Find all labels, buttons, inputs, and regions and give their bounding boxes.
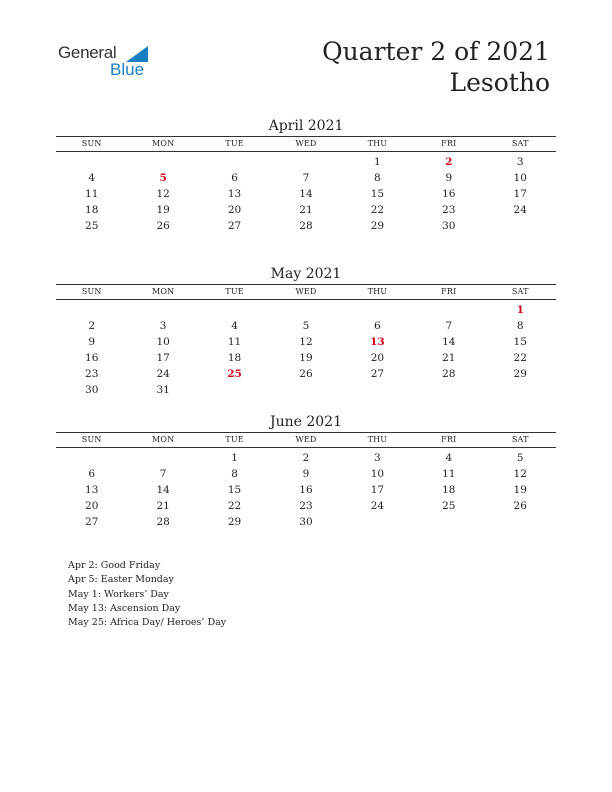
date-cell: 27 [85, 516, 99, 528]
date-cell: 19 [513, 484, 527, 496]
holiday-note: Apr 2: Good Friday [68, 560, 161, 571]
date-cell: 4 [88, 172, 96, 184]
country-title: Lesotho [449, 68, 550, 97]
holiday-date-cell: 25 [227, 368, 242, 380]
date-cell: 17 [370, 484, 385, 496]
weekday-header [56, 433, 556, 447]
week-row [56, 202, 556, 218]
date-cell: 25 [85, 220, 99, 232]
weekday-label: TUE [225, 287, 244, 296]
weekday-divider [56, 299, 556, 300]
weekday-label: SAT [511, 139, 529, 148]
date-cell: 6 [231, 172, 238, 184]
date-cell: 9 [88, 336, 96, 348]
date-cell [413, 514, 484, 530]
date-cell [56, 302, 127, 318]
date-cell: 11 [442, 468, 456, 480]
date-cell [485, 382, 556, 398]
week-row [56, 498, 556, 514]
weekday-label: MON [151, 139, 175, 148]
date-cell: 22 [513, 352, 527, 364]
date-cell: 10 [370, 468, 385, 480]
month-title: June 2021 [269, 414, 342, 430]
date-cell [199, 302, 270, 318]
week-row [56, 450, 556, 466]
weekday-divider [56, 151, 556, 152]
date-cell [270, 302, 341, 318]
weekday-label: FRI [441, 139, 457, 148]
date-cell: 23 [299, 500, 313, 512]
holiday-date-cell: 2 [445, 156, 453, 168]
date-cell: 18 [85, 204, 99, 216]
week-row [56, 302, 556, 318]
weekday-label: SAT [511, 435, 529, 444]
date-cell: 16 [299, 484, 313, 496]
weekday-label: MON [151, 287, 175, 296]
week-row [56, 186, 556, 202]
date-cell: 11 [85, 188, 99, 200]
date-cell: 28 [156, 516, 170, 528]
date-cell: 26 [299, 368, 313, 380]
date-cell: 31 [156, 384, 170, 396]
weekday-header [56, 285, 556, 299]
date-cell: 24 [513, 204, 527, 216]
holiday-list [68, 559, 226, 630]
weekday-label: WED [295, 139, 317, 148]
date-cell [199, 154, 270, 170]
date-cell [485, 514, 556, 530]
date-cell: 3 [374, 452, 381, 464]
date-cell: 23 [442, 204, 456, 216]
date-cell [485, 218, 556, 234]
date-cell: 27 [227, 220, 242, 232]
weekday-header [56, 137, 556, 151]
weekday-label: FRI [441, 287, 457, 296]
week-row [56, 218, 556, 234]
date-cell: 8 [516, 320, 524, 332]
month-calendar [56, 116, 556, 234]
date-cell: 7 [159, 468, 167, 480]
date-cell: 11 [227, 336, 242, 348]
weekday-label: WED [295, 287, 317, 296]
date-cell: 26 [513, 500, 527, 512]
holiday-note: May 1: Workers’ Day [68, 588, 169, 600]
weekday-label: THU [367, 435, 388, 444]
date-cell [127, 154, 198, 170]
date-cell: 4 [231, 320, 238, 332]
date-cell: 9 [445, 172, 453, 184]
week-row [56, 318, 556, 334]
weekday-divider [56, 447, 556, 448]
date-cell: 25 [442, 500, 456, 512]
date-cell: 24 [370, 500, 385, 512]
holiday-note: Apr 5: Easter Monday [68, 574, 174, 586]
generalblue-logo [58, 43, 158, 83]
date-cell: 18 [227, 352, 242, 364]
date-cell [270, 154, 341, 170]
date-cell: 8 [374, 172, 381, 184]
date-cell [127, 450, 198, 466]
date-cell: 1 [231, 452, 238, 464]
month-calendar [56, 412, 556, 530]
weekday-label: SUN [81, 435, 102, 444]
date-cell: 30 [299, 516, 313, 528]
quarter-title: Quarter 2 of 2021 [322, 37, 550, 66]
weekday-label: THU [367, 139, 388, 148]
date-cell: 24 [156, 368, 170, 380]
date-cell: 14 [442, 336, 456, 348]
date-cell: 3 [516, 156, 524, 168]
month-title: May 2021 [270, 266, 342, 282]
page-title [322, 36, 550, 98]
logo-text-general: General [58, 43, 117, 62]
date-cell: 6 [88, 468, 96, 480]
week-row [56, 466, 556, 482]
holiday-date-cell: 1 [516, 304, 524, 316]
date-cell: 16 [442, 188, 456, 200]
date-cell: 13 [85, 484, 99, 496]
date-cell: 20 [370, 352, 385, 364]
date-cell: 18 [442, 484, 456, 496]
date-cell: 1 [374, 156, 381, 168]
date-cell: 12 [156, 188, 170, 200]
date-cell: 19 [156, 204, 170, 216]
date-cell: 7 [445, 320, 453, 332]
date-cell [199, 382, 270, 398]
week-row [56, 350, 556, 366]
date-cell: 15 [370, 188, 385, 200]
date-cell: 17 [156, 352, 170, 364]
date-cell [342, 382, 413, 398]
weekday-label: SUN [81, 287, 102, 296]
date-cell: 14 [156, 484, 170, 496]
date-cell: 17 [513, 188, 527, 200]
date-cell [342, 302, 413, 318]
date-cell: 4 [445, 452, 453, 464]
date-cell: 13 [227, 188, 242, 200]
date-cell: 16 [85, 352, 99, 364]
date-cell: 3 [159, 320, 167, 332]
date-cell: 7 [302, 172, 310, 184]
date-cell: 8 [231, 468, 238, 480]
date-cell: 22 [227, 500, 242, 512]
holiday-date-cell: 13 [370, 336, 385, 348]
date-cell [127, 302, 198, 318]
date-cell: 21 [442, 352, 456, 364]
date-cell: 21 [156, 500, 170, 512]
weekday-label: FRI [441, 435, 457, 444]
date-cell: 9 [302, 468, 310, 480]
week-row [56, 366, 556, 382]
date-cell: 2 [88, 320, 96, 332]
date-cell: 28 [442, 368, 456, 380]
date-cell: 10 [513, 172, 527, 184]
week-row [56, 514, 556, 530]
week-row [56, 382, 556, 398]
weekday-label: SUN [81, 139, 102, 148]
date-cell: 12 [513, 468, 527, 480]
date-cell: 30 [442, 220, 456, 232]
weekday-label: WED [295, 435, 317, 444]
month-calendar [56, 264, 556, 398]
date-cell: 21 [299, 204, 313, 216]
date-cell [270, 382, 341, 398]
date-cell: 15 [513, 336, 527, 348]
date-cell: 10 [156, 336, 170, 348]
date-cell: 2 [302, 452, 310, 464]
weekday-label: TUE [225, 435, 244, 444]
weekday-label: MON [151, 435, 175, 444]
date-cell [342, 514, 413, 530]
date-cell [413, 302, 484, 318]
holiday-note: May 25: Africa Day/ Heroes’ Day [68, 617, 227, 629]
date-cell: 14 [299, 188, 313, 200]
date-cell [56, 154, 127, 170]
date-cell: 20 [85, 500, 99, 512]
holiday-note: May 13: Ascension Day [68, 602, 181, 614]
date-cell: 30 [85, 384, 99, 396]
date-cell: 27 [370, 368, 385, 380]
date-cell: 28 [299, 220, 313, 232]
date-cell: 5 [516, 452, 524, 464]
logo-text-blue: Blue [110, 60, 145, 79]
week-row [56, 170, 556, 186]
date-cell: 22 [370, 204, 385, 216]
holiday-date-cell: 5 [159, 172, 167, 184]
date-cell: 6 [374, 320, 381, 332]
date-cell: 29 [370, 220, 385, 232]
date-cell: 20 [227, 204, 242, 216]
week-row [56, 334, 556, 350]
week-row [56, 482, 556, 498]
month-title: April 2021 [268, 118, 344, 134]
date-cell: 29 [227, 516, 242, 528]
date-cell: 26 [156, 220, 170, 232]
date-cell [413, 382, 484, 398]
date-cell: 15 [227, 484, 242, 496]
date-cell: 29 [513, 368, 527, 380]
date-cell: 12 [299, 336, 313, 348]
weekday-label: THU [367, 287, 388, 296]
weekday-label: TUE [225, 139, 244, 148]
date-cell [56, 450, 127, 466]
date-cell: 19 [299, 352, 313, 364]
week-row [56, 154, 556, 170]
weekday-label: SAT [511, 287, 529, 296]
date-cell: 23 [85, 368, 99, 380]
date-cell: 5 [302, 320, 310, 332]
